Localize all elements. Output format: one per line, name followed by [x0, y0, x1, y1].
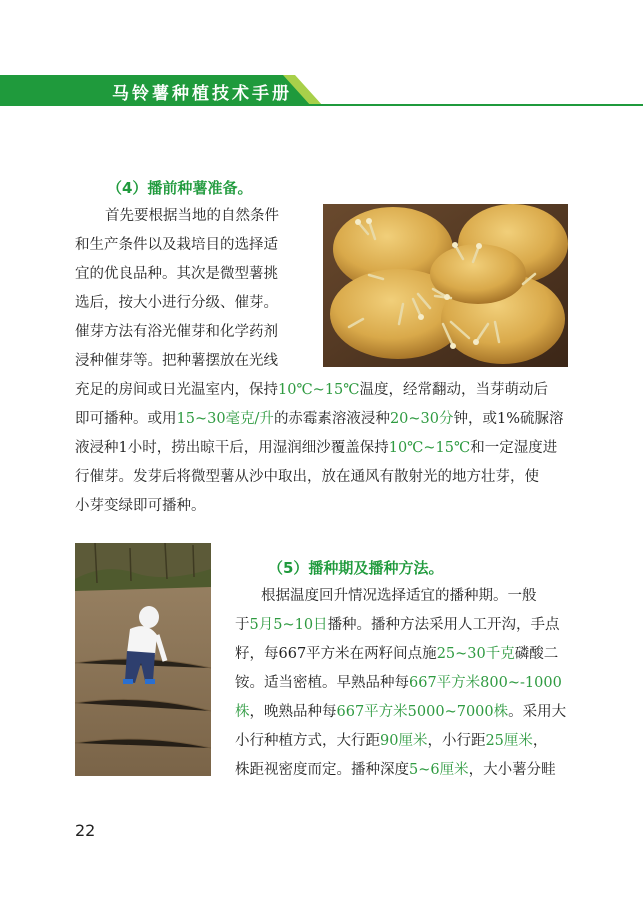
body-text: 播种。播种方法采用人工开沟，手点 — [327, 617, 560, 633]
section4-line — [75, 409, 564, 429]
book-title: 马铃薯种植技术手册 — [112, 84, 292, 104]
body-text: 温度，经常翻动，当芽萌动后 — [359, 382, 548, 398]
body-text: 即可播种。或用 — [75, 411, 177, 427]
body-text: ，小行距 — [427, 733, 486, 749]
section4-line — [75, 322, 278, 342]
field-planting-photo — [75, 543, 211, 776]
body-text: 株距视密度而定。播种深度 — [235, 762, 409, 778]
body-text: 和一定湿度进 — [470, 440, 558, 456]
body-text: 铵。适当密植。早熟品种每 — [235, 675, 409, 691]
highlighted-value: 90厘米 — [380, 733, 428, 749]
body-text: 浸种催芽等。把种薯摆放在光线 — [75, 353, 278, 369]
section4-line — [75, 293, 278, 313]
section4-line — [75, 438, 557, 458]
body-text: 根据温度回升情况选择适宜的播种期。一般 — [261, 588, 537, 604]
header-rule — [0, 104, 643, 106]
potato-sprouts-photo — [323, 204, 568, 367]
section5-heading: （5）播种期及播种方法。 — [268, 559, 444, 577]
body-text: 小行种植方式，大行距 — [235, 733, 380, 749]
body-text: ， — [532, 733, 548, 749]
section5-line — [235, 673, 562, 693]
body-text: 行催芽。发芽后将微型薯从沙中取出，放在通风有散射光的地方壮芽，使 — [75, 469, 539, 485]
section4-line — [75, 380, 548, 400]
section5-line — [235, 702, 566, 722]
body-text: 催芽方法有浴光催芽和化学药剂 — [75, 324, 278, 340]
body-text: 。采用大 — [508, 704, 567, 720]
body-text: 磷酸二 — [514, 646, 559, 662]
section4-line — [75, 264, 278, 284]
body-text: 钟，或1%硫脲溶 — [453, 411, 564, 427]
highlighted-value: 25厘米 — [485, 733, 533, 749]
highlighted-value: 20~30分 — [389, 411, 454, 427]
highlighted-value: 5月5~10日 — [249, 617, 328, 633]
section5-line — [235, 615, 560, 635]
section4-line — [75, 351, 278, 371]
body-text: 小芽变绿即可播种。 — [75, 498, 206, 514]
highlighted-value: 15~30毫克/升 — [176, 411, 274, 427]
section4-line — [105, 206, 279, 226]
body-text: 液浸种1小时，捞出晾干后，用湿润细沙覆盖保持 — [75, 440, 389, 456]
highlighted-value: 667平方米800~-1000 — [409, 675, 562, 691]
section5-line — [261, 586, 537, 606]
body-text: 于 — [235, 617, 250, 633]
body-text: 和生产条件以及栽培目的选择适 — [75, 237, 278, 253]
highlighted-value: 株 — [235, 704, 250, 720]
section4-heading: （4）播前种薯准备。 — [107, 179, 253, 197]
body-text: 籽，每667平方米在两籽间点施 — [235, 646, 437, 662]
section4-line — [75, 235, 278, 255]
body-text: 的赤霉素溶液浸种 — [273, 411, 390, 427]
body-text: 充足的房间或日光温室内，保持 — [75, 382, 278, 398]
body-text: 选后，按大小进行分级、催芽。 — [75, 295, 278, 311]
section5-line — [235, 760, 556, 780]
highlighted-value: 667平方米5000~7000株 — [336, 704, 509, 720]
section5-line — [235, 644, 558, 664]
highlighted-value: 10℃~15℃ — [388, 440, 471, 456]
highlighted-value: 5~6厘米 — [409, 762, 469, 778]
body-text: 宜的优良品种。其次是微型薯挑 — [75, 266, 278, 282]
section5-line — [235, 731, 547, 751]
page-number: 22 — [75, 821, 96, 840]
body-text: ，大小薯分畦 — [468, 762, 556, 778]
section4-line — [75, 496, 206, 516]
highlighted-value: 10℃~15℃ — [278, 382, 360, 398]
highlighted-value: 25~30千克 — [436, 646, 515, 662]
section4-line — [75, 467, 539, 487]
body-text: 首先要根据当地的自然条件 — [105, 208, 279, 224]
body-text: ，晚熟品种每 — [249, 704, 337, 720]
